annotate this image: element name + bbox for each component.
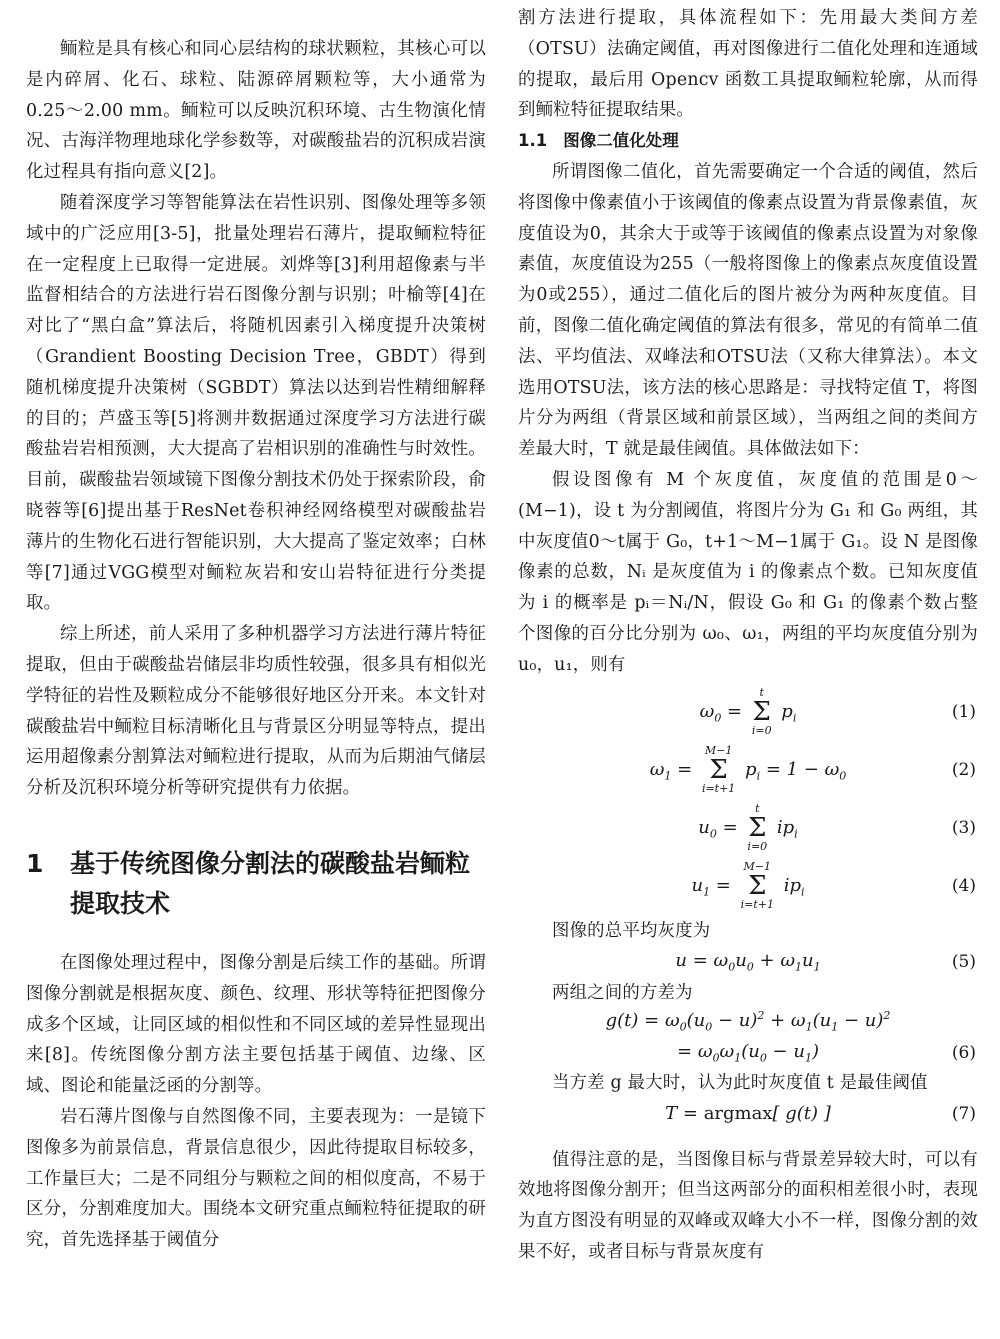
paragraph-binarization: 所谓图像二值化，首先需要确定一个合适的阈值，然后将图像中像素值小于该阈值的像素点设置为背景像素值，灰度值设为0，其余大于或等于该阈值的像素点设置为对象像素值，灰度值设为255（一般将图像上的像素点灰度值设置为0或255），通过二值化后的图片被分为两种灰度值。目前，图像二值化确定阈值的算法有很多，常见的有简单二值法、平均值法、双峰法和OTSU法（又称大律算法）。本文选用OTSU法，该方法的核心思路是：寻找特定值 T，将图片分为两组（背景区域和前景区域），当两组之间的类间方差最大时，T 就是最佳阈值。具体做法如下： <box>518 161 978 460</box>
section-title: 基于传统图像分割法的碳酸盐岩鲕粒提取技术 <box>70 848 471 918</box>
paragraph-ooids-definition: 鲕粒是具有核心和同心层结构的球状颗粒，其核心可以是内碎屑、化石、球粒、陆源碎屑颗粒等，大小通常为0.25～2.00 mm。鲕粒可以反映沉积环境、古生物演化情况、古海洋物理地球化学参数等，对碳酸盐岩的沉积成岩演化过程具有指向意义[2]。 <box>26 39 486 183</box>
subsection-heading <box>518 126 978 157</box>
paragraph-summary: 综上所述，前人采用了多种机器学习方法进行薄片特征提取，但由于碳酸盐岩储层非均质性较强，很多具有相似光学特征的岩性及颗粒成分不能够很好地区分开来。本文针对碳酸盐岩中鲕粒目标清晰化且与背景区分明显等特点，提出运用超像素分割算法对鲕粒进行提取，从而为后期油气储层分析及沉积环境分析等研究提供有力依据。 <box>26 624 486 799</box>
equation-number: (5) <box>951 951 976 972</box>
subsection-title: 图像二值化处理 <box>563 131 679 151</box>
equation-3: $u_0$ = t Σ i=0 $ip_i$ (3) <box>698 801 976 853</box>
section-heading <box>26 844 486 924</box>
equation-4: $u_1$ = M−1 Σ i=t+1 $ip_i$ (4) <box>691 859 976 911</box>
paragraph-note: 值得注意的是，当图像目标与背景差异较大时，可以有效地将图像分割开；但当这两部分的面积相差很小时，表现为直方图没有明显的双峰或双峰大小不一样，图像分割的效果不好，或者目标与背景灰度有 <box>518 1149 978 1262</box>
left-column <box>26 0 486 1256</box>
paragraph-thin-section: 岩石薄片图像与自然图像不同，主要表现为：一是镜下图像多为前景信息，背景信息很少，因此待提取目标较多，工作量巨大；二是不同组分与颗粒之间的相似度高，不易于区分，分割难度加大。围绕本文研究重点鲕粒特征提取的研究，首先选择基于阈值分 <box>26 1106 486 1251</box>
paragraph-method-flow: 割方法进行提取，具体流程如下：先用最大类间方差（OTSU）法确定阈值，再对图像进行二值化处理和连通域的提取，最后用 Opencv 函数工具提取鲕粒轮廓，从而得到鲕粒特征提取结果。 <box>518 8 978 121</box>
equation-1: $\omega_0$ = t Σ i=0 $p_i$ (1) <box>699 685 976 737</box>
equation-7: T = argmax[ g(t) ] (7) <box>665 1103 976 1125</box>
text-total-mean: 图像的总平均灰度为 <box>552 920 711 941</box>
subsection-number: 1.1 <box>518 131 548 151</box>
right-column <box>518 0 978 1268</box>
equation-number: (6) <box>951 1042 976 1063</box>
paragraph-otsu-setup: 假设图像有 M 个灰度值，灰度值的范围是0～(M−1)，设 t 为分割阈值，将图片分为 G₁ 和 G₀ 两组，其中灰度值0～t属于 G₀，t+1～M−1属于 G₁。设 N 是图像像素的总数，Nᵢ 是灰度值为 i 的像素点个数。已知灰度值为 i 的概率是 pᵢ＝Nᵢ/N，假设 G₀ 和 G₁ 的像素个数占整个图像的百分比分别为 ω₀、ω₁，两组的平均灰度值分别为 u₀，u₁，则有 <box>518 469 978 675</box>
paragraph-deep-learning-review: 随着深度学习等智能算法在岩性识别、图像处理等多领域中的广泛应用[3-5]，批量处理岩石薄片，提取鲕粒特征在一定程度上已取得一定进展。刘烨等[3]利用超像素与半监督相结合的方法进行岩石图像分割与识别；叶榆等[4]在对比了“黑白盒”算法后，将随机因素引入梯度提升决策树（Grandient Boosting Decision Tree，GBDT）得到随机梯度提升决策树（SGBDT）算法以达到岩性精细解释的目的；芦盛玉等[5]将测井数据通过深度学习方法进行碳酸盐岩岩相预测，大大提高了岩相识别的准确性与时效性。目前，碳酸盐岩领域镜下图像分割技术仍处于探索阶段，俞晓蓉等[6]提出基于ResNet卷积神经网络模型对碳酸盐岩薄片的生物化石进行智能识别，大大提高了鉴定效率；白林等[7]通过VGG模型对鲕粒灰岩和安山岩特征进行分类提取。 <box>26 192 486 614</box>
equation-number: (1) <box>951 701 976 722</box>
equation-2: $\omega_1$ = M−1 Σ i=t+1 $p_i = 1 - \omega_0$ (2) <box>649 743 976 795</box>
equation-6-line-1: $g(t) = \omega_0(u_0 - u)^2 + \omega_1(u_1 - u)^2$ <box>605 1009 891 1034</box>
paragraph-segmentation-intro: 在图像处理过程中，图像分割是后续工作的基础。所谓图像分割就是根据灰度、颜色、纹理、形状等特征把图像分成多个区域，让同区域的相似性和不同区域的差异性显现出来[8]。传统图像分割方法主要包括基于阈值、边缘、区域、图论和能量泛函的分割等。 <box>26 952 486 1097</box>
equation-6-line-2: = $\omega_0\omega_1(u_0 - u_1)$ (6) <box>677 1040 976 1065</box>
text-max-variance: 当方差 g 最大时，认为此时灰度值 t 是最佳阈值 <box>552 1072 928 1093</box>
equation-number: (3) <box>951 817 976 838</box>
equation-block <box>518 683 978 915</box>
equation-number: (4) <box>951 875 976 896</box>
equation-number: (7) <box>951 1103 976 1124</box>
equation-5: $u = \omega_0u_0 + \omega_1u_1$ (5) <box>675 949 976 974</box>
section-number: 1 <box>26 848 44 878</box>
text-variance: 两组之间的方差为 <box>552 982 693 1003</box>
equation-number: (2) <box>951 759 976 780</box>
